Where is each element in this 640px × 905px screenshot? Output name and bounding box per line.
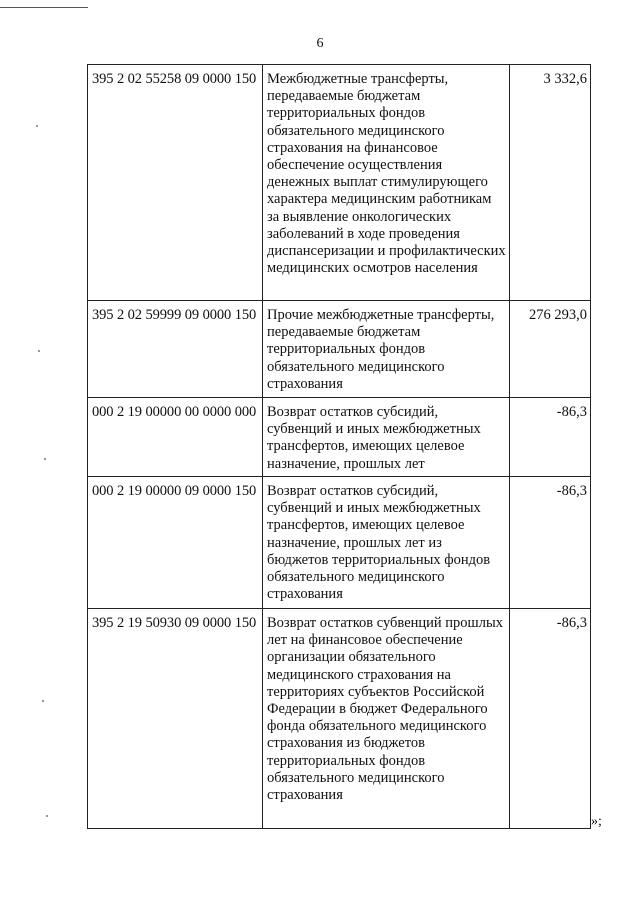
budget-classification-code: 395 2 19 50930 09 0000 150: [88, 609, 263, 829]
amount-value: -86,3: [510, 477, 591, 609]
budget-classification-code: 395 2 02 55258 09 0000 150: [88, 65, 263, 301]
budget-classification-code: 395 2 02 59999 09 0000 150: [88, 301, 263, 398]
budget-classification-code: 000 2 19 00000 00 0000 000: [88, 398, 263, 477]
scan-speck: [42, 700, 44, 702]
scan-speck: [46, 815, 48, 817]
budget-classification-code: 000 2 19 00000 09 0000 150: [88, 477, 263, 609]
table-row: [88, 609, 591, 829]
budget-revenue-table: [87, 64, 591, 829]
table-row: [88, 301, 591, 398]
amount-value: -86,3: [510, 398, 591, 477]
table-row: [88, 398, 591, 477]
amount-value: 3 332,6: [510, 65, 591, 301]
revenue-name: Межбюджетные трансферты, передаваемые бюджетам территориальных фондов обязательного медицинского страхования на финансовое обеспечение осуществления денежных выплат стимулирующего характера медицинским работникам за выявление онкологических заболеваний в ходе проведения диспансеризации и профилактических медицинских осмотров населения: [263, 65, 510, 301]
scan-speck: [38, 350, 40, 352]
amount-value: 276 293,0: [510, 301, 591, 398]
scan-edge-line: [0, 7, 88, 8]
revenue-name: Прочие межбюджетные трансферты, передаваемые бюджетам территориальных фондов обязательного медицинского страхования: [263, 301, 510, 398]
page-number: 6: [316, 36, 324, 51]
table-row: [88, 65, 591, 301]
closing-quote-mark: »;: [591, 814, 602, 829]
table-row: [88, 477, 591, 609]
scan-speck: [36, 125, 38, 127]
amount-value: -86,3: [510, 609, 591, 829]
scan-speck: [44, 458, 46, 460]
revenue-name: Возврат остатков субсидий, субвенций и иных межбюджетных трансфертов, имеющих целевое назначение, прошлых лет: [263, 398, 510, 477]
revenue-name: Возврат остатков субвенций прошлых лет на финансовое обеспечение организации обязательного медицинского страхования на территориях субъектов Российской Федерации в бюджет Федерального фонда обязательного медицинского страхования из бюджетов территориальных фондов обязательного медицинского страхования: [263, 609, 510, 829]
revenue-name: Возврат остатков субсидий, субвенций и иных межбюджетных трансфертов, имеющих целевое назначение, прошлых лет из бюджетов территориальных фондов обязательного медицинского страхования: [263, 477, 510, 609]
